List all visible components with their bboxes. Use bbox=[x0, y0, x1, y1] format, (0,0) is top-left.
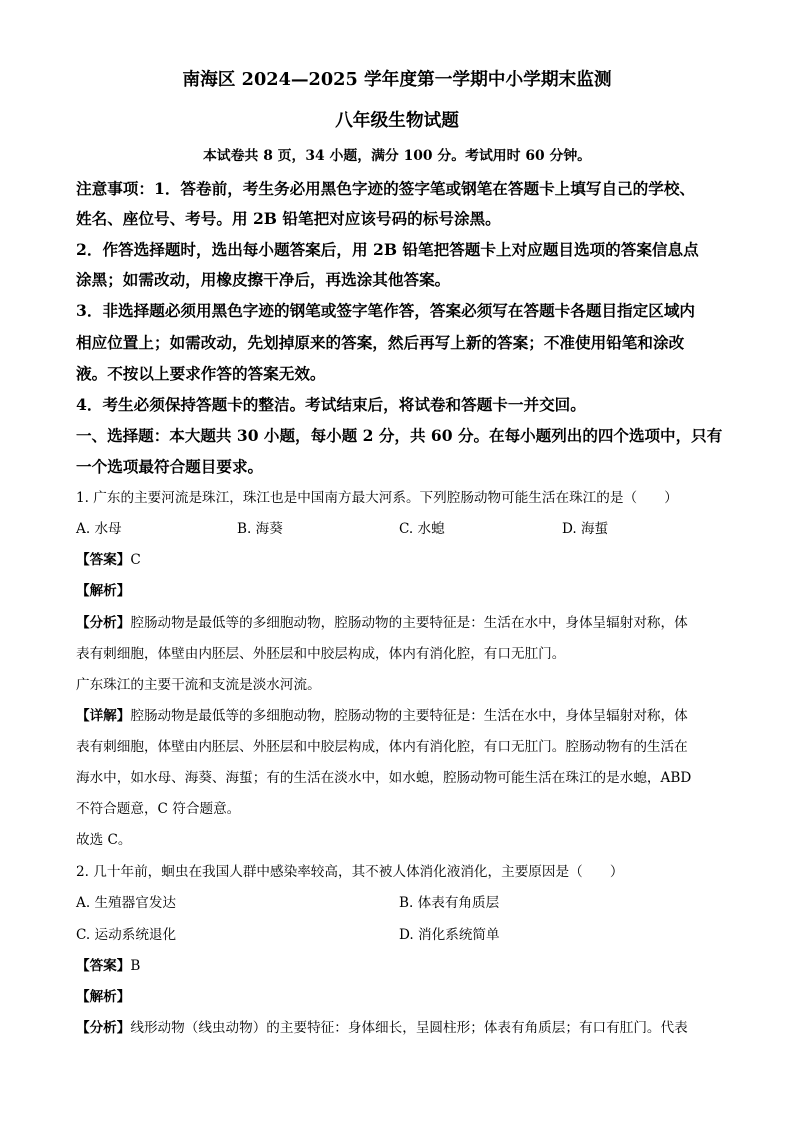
analysis-line bbox=[76, 1022, 688, 1036]
exam-subtitle: 八年级生物试题 bbox=[335, 110, 459, 131]
notice-line: 液。不按以上要求作答的答案无效。 bbox=[76, 364, 326, 383]
analysis-heading bbox=[76, 991, 130, 1005]
option-c: C. 水螅 bbox=[399, 521, 445, 537]
exam-title: 南海区 2024—2025 学年度第一学期中小学期末监测 bbox=[182, 69, 612, 90]
explanation-line bbox=[76, 710, 688, 724]
option-a: A. 生殖器官发达 bbox=[76, 895, 177, 911]
xiangjie-tag: 【详解】 bbox=[76, 708, 131, 724]
fenxi-tag: 【分析】 bbox=[76, 1020, 131, 1036]
notice-line: 相应位置上；如需改动，先划掉原来的答案，然后再写上新的答案；不准使用铅笔和涂改 bbox=[76, 333, 685, 352]
answer-tag: 【答案】 bbox=[76, 552, 131, 568]
section-heading: 一、选择题：本大题共 30 小题，每小题 2 分，共 60 分。在每小题列出的四个选项中，只有 bbox=[76, 426, 723, 445]
answer-value: C bbox=[130, 552, 141, 568]
conclusion-line: 故选 C。 bbox=[76, 832, 132, 848]
notice-line: 2．作答选择题时，选出每小题答案后，用 2B 铅笔把答题卡上对应题目选项的答案信息点 bbox=[76, 240, 699, 259]
analysis-text: 线形动物（线虫动物）的主要特征：身体细长，呈圆柱形；体表有角质层；有口有肛门。代表 bbox=[130, 1020, 688, 1036]
exam-info: 本试卷共 8 页，34 小题，满分 100 分。考试用时 60 分钟。 bbox=[202, 148, 592, 164]
answer-line bbox=[76, 960, 140, 974]
question-stem: 2. 几十年前，蛔虫在我国人群中感染率较高，其不被人体消化液消化，主要原因是（ ） bbox=[76, 864, 624, 880]
analysis-text: 腔肠动物是最低等的多细胞动物，腔肠动物的主要特征是：生活在水中，身体呈辐射对称，体 bbox=[130, 615, 688, 631]
section-heading: 一个选项最符合题目要求。 bbox=[76, 457, 264, 476]
option-a: A. 水母 bbox=[76, 521, 122, 537]
analysis-tag: 【解析】 bbox=[76, 989, 131, 1005]
option-d: D. 海蜇 bbox=[562, 521, 609, 537]
explanation-line: 不符合题意，C 符合题意。 bbox=[76, 801, 241, 817]
answer-tag: 【答案】 bbox=[76, 958, 131, 974]
analysis-heading bbox=[76, 585, 130, 599]
notice-line: 注意事项：1．答卷前，考生务必用黑色字迹的签字笔或钢笔在答题卡上填写自己的学校、 bbox=[76, 179, 696, 198]
option-d: D. 消化系统简单 bbox=[399, 927, 500, 943]
explanation-line: 表有刺细胞，体壁由内胚层、外胚层和中胶层构成，体内有消化腔，有口无肛门。腔肠动物有的生活在 bbox=[76, 739, 688, 755]
fenxi-tag: 【分析】 bbox=[76, 615, 131, 631]
answer-line bbox=[76, 554, 141, 568]
notice-line: 4．考生必须保持答题卡的整洁。考试结束后，将试卷和答题卡一并交回。 bbox=[76, 395, 586, 414]
notice-line: 姓名、座位号、考号。用 2B 铅笔把对应该号码的标号涂黑。 bbox=[76, 209, 501, 228]
answer-value: B bbox=[130, 958, 141, 974]
analysis-line: 表有刺细胞，体壁由内胚层、外胚层和中胶层构成，体内有消化腔，有口无肛门。 bbox=[76, 646, 566, 662]
analysis-note: 广东珠江的主要干流和支流是淡水河流。 bbox=[76, 677, 321, 693]
explanation-text: 腔肠动物是最低等的多细胞动物，腔肠动物的主要特征是：生活在水中，身体呈辐射对称，体 bbox=[130, 708, 688, 724]
option-c: C. 运动系统退化 bbox=[76, 927, 177, 943]
option-b: B. 体表有角质层 bbox=[399, 895, 500, 911]
question-stem: 1. 广东的主要河流是珠江，珠江也是中国南方最大河系。下列腔肠动物可能生活在珠江的是（ ） bbox=[76, 490, 678, 506]
explanation-line: 海水中，如水母、海葵、海蜇；有的生活在淡水中，如水螅，腔肠动物可能生活在珠江的是水螅，ABD bbox=[76, 770, 692, 786]
option-b: B. 海葵 bbox=[237, 521, 283, 537]
notice-line: 3．非选择题必须用黑色字迹的钢笔或签字笔作答，答案必须写在答题卡各题目指定区域内 bbox=[76, 301, 696, 320]
analysis-tag: 【解析】 bbox=[76, 583, 131, 599]
notice-line: 涂黑；如需改动，用橡皮擦干净后，再选涂其他答案。 bbox=[76, 270, 451, 289]
analysis-line bbox=[76, 617, 688, 631]
